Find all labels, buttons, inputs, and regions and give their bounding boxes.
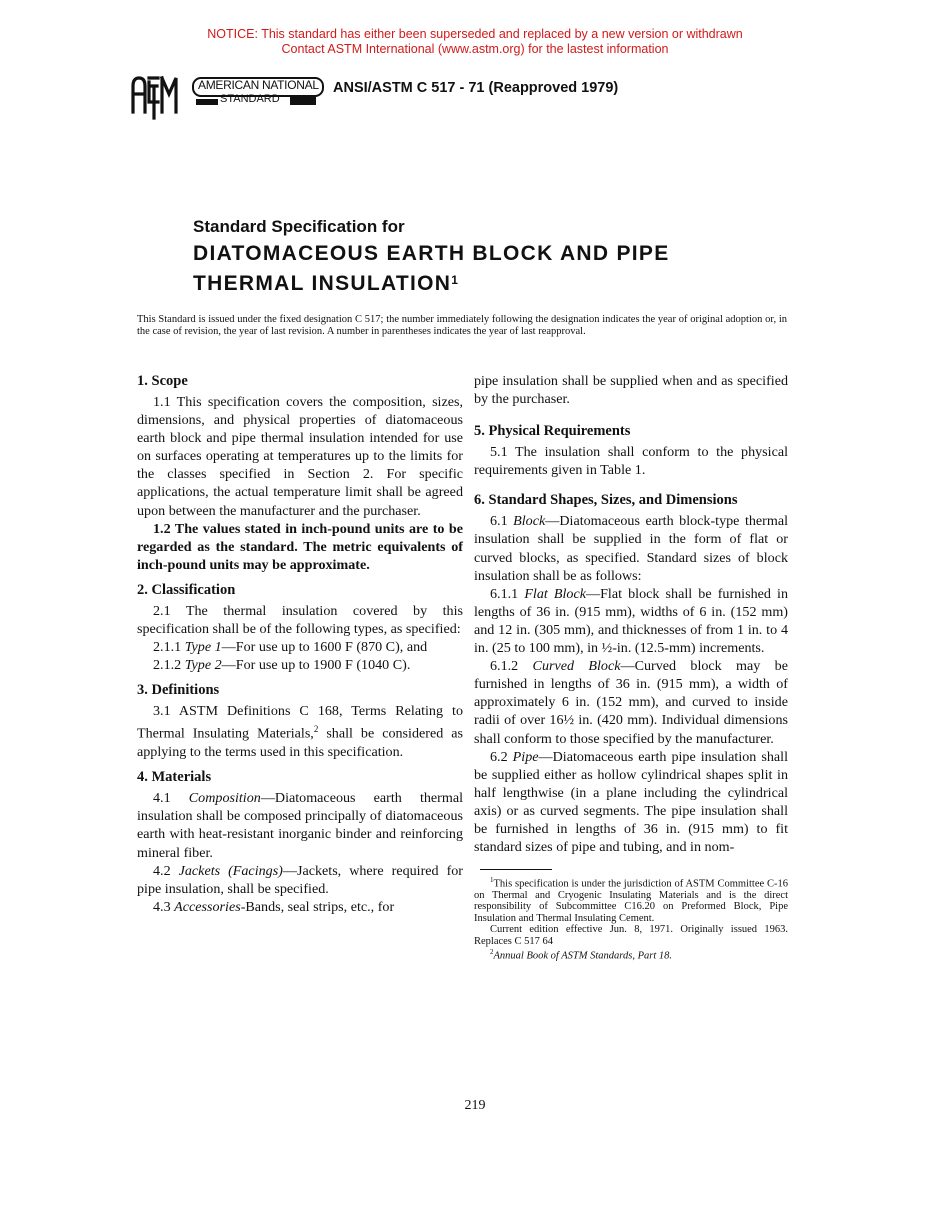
para-4-3: 4.3 Accessories-Bands, seal strips, etc., for	[153, 898, 395, 915]
para-1-2: 1.2 The values stated in inch-pound units are to be regarded as the standard. The metric equivalents of inch-pound units may be approximate.	[137, 520, 463, 573]
american-national-standard-badge	[192, 77, 324, 105]
para-6-2: 6.2 Pipe—Diatomaceous earth pipe insulation shall be supplied either as hollow cylindrical shapes split in half lengthwise (in a plane including the cylindrical axis) or as curved segments. The pipe insulation shall be furnished in lengths of 36 in. (915 mm) to fit standard sizes of pipe and tubing, and in nom-	[474, 748, 788, 856]
designation: ANSI/ASTM C 517 - 71 (Reapproved 1979)	[333, 80, 619, 96]
notice-line-1: NOTICE: This standard has either been superseded and replaced by a new version or withdrawn	[207, 27, 743, 41]
notice-line-2: Contact ASTM International (www.astm.org) for the lastest information	[281, 42, 669, 56]
para-2-1-2: 2.1.2 Type 2—For use up to 1900 F (1040 C).	[153, 657, 411, 674]
document-title	[193, 239, 670, 299]
issued-note: This Standard is issued under the fixed designation C 517; the number immediately following the designation indicates the year of original adoption or, in the case of revision, the year of last revision. A number in parentheses indicates the year of last reapproval.	[137, 314, 787, 337]
title-line-2: THERMAL INSULATION$^1$	[193, 272, 458, 295]
section-1-heading: 1. Scope	[137, 373, 188, 389]
section-6-heading: 6. Standard Shapes, Sizes, and Dimensions	[474, 492, 738, 509]
left-column	[137, 372, 463, 916]
section-5-heading: 5. Physical Requirements	[474, 423, 631, 440]
right-column	[474, 372, 788, 962]
footnote-2: $^2$Annual Book of ASTM Standards, Part 18.	[490, 948, 672, 962]
spec-label: Standard Specification for	[193, 217, 405, 236]
page-number: 219	[464, 1098, 486, 1113]
para-2-1: 2.1 The thermal insulation covered by this specification shall be of the following types, as specified:	[137, 602, 463, 638]
para-4-3-continued: pipe insulation shall be supplied when and as specified by the purchaser.	[474, 373, 788, 408]
para-4-1: 4.1 Composition—Diatomaceous earth thermal insulation shall be composed principally of diatomaceous earth with heat-resistant inorganic binder and reinforcing mineral fiber.	[137, 790, 463, 861]
para-4-2: 4.2 Jackets (Facings)—Jackets, where required for pipe insulation, shall be specified.	[137, 862, 463, 897]
para-6-1-1: 6.1.1 Flat Block—Flat block shall be furnished in lengths of 36 in. (915 mm), widths of 6 in. (152 mm) and 12 in. (305 mm), and thicknesses of from 1 in. to 4 in. (25 to 100 mm), in ½-in. (12.5-mm) increments.	[474, 585, 789, 657]
para-6-1: 6.1 Block—Diatomaceous earth block-type thermal insulation shall be supplied in the form of flat or curved blocks, as specified. Standard sizes of block insulation shall be as follows:	[474, 513, 789, 584]
para-1-1: 1.1 This specification covers the composition, sizes, dimensions, and physical properties of diatomaceous earth block and pipe thermal insulation intended for use on surfaces operating at temperatures up to the limits for the classes specified in Section 2. For specific applications, the actual temperature limit shall be agreed upon between the manufacturer and the purchaser.	[137, 394, 463, 519]
section-2-heading: 2. Classification	[137, 581, 236, 598]
para-2-1-1: 2.1.1 Type 1—For use up to 1600 F (870 C), and	[153, 639, 428, 656]
title-footnote-mark: 1	[451, 273, 458, 287]
astm-logo	[130, 72, 180, 122]
footnote-1-edition: Current edition effective Jun. 8, 1971. Originally issued 1963. Replaces C 517 64	[474, 924, 788, 947]
badge-bottom-text: STANDARD	[220, 93, 280, 105]
section-4-heading: 4. Materials	[137, 769, 212, 786]
footnote-rule	[480, 869, 552, 870]
section-3-heading: 3. Definitions	[137, 682, 220, 699]
badge-top-text: AMERICAN NATIONAL	[198, 78, 319, 92]
footnote-1: $^1$This specification is under the jurisdiction of ASTM Committee C-16 on Thermal and Cryogenic Insulating Materials and is the direct responsibility of Subcommittee C16.20 on Preformed Block, Pipe Insulation and Thermal Insulating Cement.	[474, 876, 788, 924]
para-3-1: 3.1 ASTM Definitions C 168, Terms Relating to Thermal Insulating Materials,$^2$ shall be considered as applying to the terms used in this specification.	[137, 703, 463, 761]
title-line-1: DIATOMACEOUS EARTH BLOCK AND PIPE	[193, 242, 670, 265]
para-6-1-2: 6.1.2 Curved Block—Curved block may be furnished in lengths of 36 in. (915 mm), a width of approximately 6 in. (152 mm), and curved to inside radii of over 16½ in. (420 mm). Individual dimensions shall conform to those specified by the manufacturer.	[474, 658, 788, 747]
para-5-1: 5.1 The insulation shall conform to the physical requirements given in Table 1.	[474, 444, 788, 479]
